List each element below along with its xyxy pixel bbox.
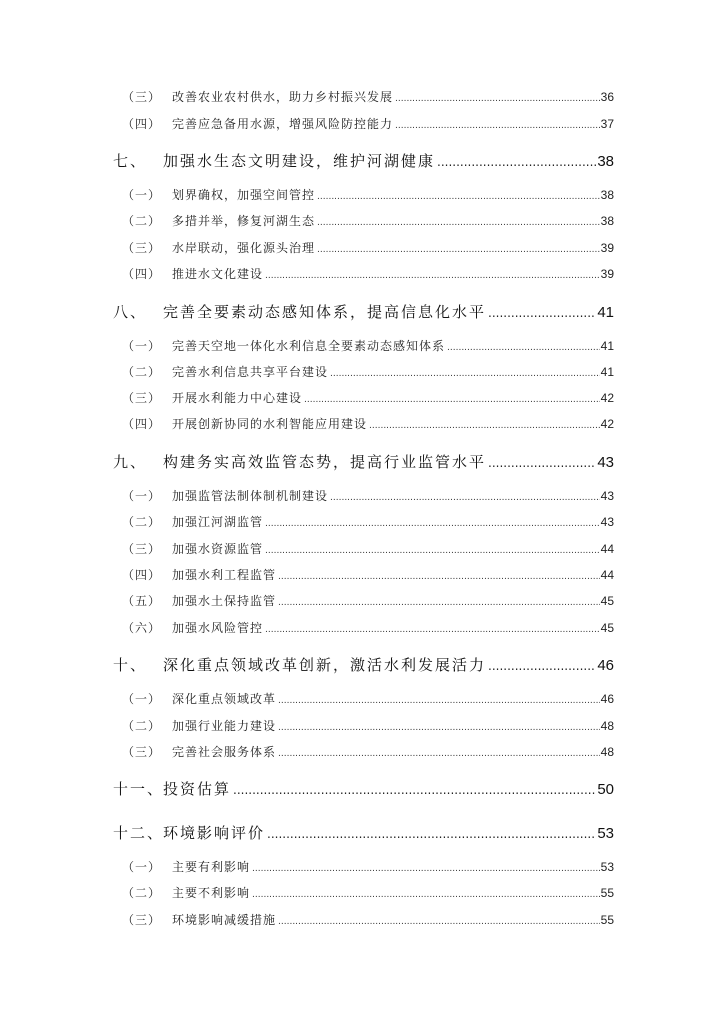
toc-entry-number: 十二、	[113, 824, 165, 842]
toc-entry-title: 改善农业农村供水，助力乡村振兴发展	[172, 90, 394, 104]
toc-section-entry[interactable]	[116, 717, 614, 734]
toc-section-entry[interactable]	[116, 415, 614, 432]
toc-entry-page-number: 53	[600, 860, 614, 874]
toc-entry-title: 开展水利能力中心建设	[172, 391, 303, 405]
toc-entry-title: 完善应急备用水源，增强风险防控能力	[172, 117, 394, 131]
toc-entry-title: 加强行业能力建设	[172, 719, 277, 733]
toc-entry-title: 主要不利影响	[172, 886, 251, 900]
toc-entry-number: （三）	[122, 90, 162, 104]
toc-entry-page-number: 48	[600, 719, 614, 733]
toc-entry-number: （一）	[122, 489, 162, 503]
toc-entry-number: （二）	[122, 515, 162, 529]
toc-entry-page-number: 44	[600, 568, 614, 582]
toc-entry-number: 八、	[113, 303, 148, 321]
toc-entry-title: 投资估算	[163, 780, 232, 798]
toc-section-entry[interactable]	[116, 363, 614, 380]
toc-entry-title: 多措并举，修复河湖生态	[172, 214, 316, 228]
toc-dot-leader	[278, 749, 600, 759]
toc-entry-title: 构建务实高效监管态势，提高行业监管水平	[163, 453, 487, 471]
toc-dot-leader	[304, 395, 600, 405]
toc-dot-leader	[317, 245, 600, 255]
toc-entry-page-number: 46	[600, 692, 614, 706]
toc-entry-page-number: 39	[600, 241, 614, 255]
toc-entry-title: 推进水文化建设	[172, 267, 264, 281]
toc-entry-page-number: 45	[600, 621, 614, 635]
toc-dot-leader	[395, 94, 600, 104]
toc-section-entry[interactable]	[116, 690, 614, 707]
toc-entry-title: 完善社会服务体系	[172, 745, 277, 759]
toc-dot-leader	[265, 625, 600, 635]
toc-entry-page-number: 53	[597, 825, 614, 842]
toc-section-entry[interactable]	[116, 858, 614, 875]
toc-entry-title: 加强江河湖监管	[172, 515, 264, 529]
toc-entry-number: （四）	[122, 267, 162, 281]
toc-entry-title: 完善天空地一体化水利信息全要素动态感知体系	[172, 339, 446, 353]
toc-section-entry[interactable]	[116, 884, 614, 901]
toc-entry-page-number: 46	[597, 657, 614, 674]
toc-entry-title: 加强水生态文明建设，维护河湖健康	[163, 152, 436, 170]
toc-entry-number: 十一、	[113, 780, 165, 798]
toc-section-entry[interactable]	[116, 239, 614, 256]
toc-section-entry[interactable]	[116, 566, 614, 583]
toc-dot-leader	[278, 572, 600, 582]
toc-entry-number: （四）	[122, 568, 162, 582]
toc-section-entry[interactable]	[116, 212, 614, 229]
toc-entry-number: （一）	[122, 188, 162, 202]
toc-entry-page-number: 55	[600, 886, 614, 900]
toc-dot-leader	[265, 271, 600, 281]
toc-dot-leader	[278, 696, 600, 706]
toc-entry-number: （二）	[122, 886, 162, 900]
toc-entry-number: （一）	[122, 860, 162, 874]
toc-entry-page-number: 41	[600, 339, 614, 353]
toc-chapter-entry[interactable]	[113, 150, 614, 171]
toc-entry-number: （三）	[122, 542, 162, 556]
toc-entry-page-number: 50	[597, 781, 614, 798]
toc-entry-number: （六）	[122, 621, 162, 635]
toc-entry-page-number: 41	[597, 304, 614, 321]
toc-section-entry[interactable]	[116, 513, 614, 530]
toc-dot-leader	[317, 218, 600, 228]
toc-dot-leader	[395, 121, 600, 131]
toc-entry-page-number: 43	[600, 515, 614, 529]
toc-entry-number: （二）	[122, 365, 162, 379]
toc-entry-number: （三）	[122, 913, 162, 927]
toc-entry-page-number: 44	[600, 542, 614, 556]
toc-dot-leader	[265, 546, 600, 556]
toc-entry-page-number: 38	[600, 188, 614, 202]
toc-entry-title: 水岸联动，强化源头治理	[172, 241, 316, 255]
toc-dot-leader	[252, 864, 600, 874]
toc-dot-leader	[252, 890, 600, 900]
toc-entry-page-number: 55	[600, 913, 614, 927]
toc-entry-number: （一）	[122, 692, 162, 706]
toc-entry-page-number: 36	[600, 90, 614, 104]
toc-entry-title: 加强水风险管控	[172, 621, 264, 635]
toc-section-entry[interactable]	[116, 619, 614, 636]
toc-entry-title: 主要有利影响	[172, 860, 251, 874]
toc-dot-leader	[488, 659, 596, 673]
toc-chapter-entry[interactable]	[113, 822, 614, 843]
toc-entry-title: 环境影响减缓措施	[172, 913, 277, 927]
toc-entry-title: 完善水利信息共享平台建设	[172, 365, 329, 379]
toc-section-entry[interactable]	[116, 88, 614, 105]
toc-entry-number: （一）	[122, 339, 162, 353]
toc-section-entry[interactable]	[116, 115, 614, 132]
toc-section-entry[interactable]	[116, 186, 614, 203]
toc-entry-title: 加强监管法制体制机制建设	[172, 489, 329, 503]
toc-entry-number: （三）	[122, 241, 162, 255]
toc-dot-leader	[330, 493, 600, 503]
toc-entry-number: （四）	[122, 417, 162, 431]
toc-dot-leader	[278, 598, 600, 608]
toc-entry-page-number: 41	[600, 365, 614, 379]
toc-entry-number: （四）	[122, 117, 162, 131]
toc-section-entry[interactable]	[116, 592, 614, 609]
toc-entry-page-number: 39	[600, 267, 614, 281]
toc-entry-number: （三）	[122, 391, 162, 405]
toc-chapter-entry[interactable]	[113, 778, 614, 799]
toc-entry-title: 开展创新协同的水利智能应用建设	[172, 417, 368, 431]
toc-dot-leader	[278, 723, 600, 733]
toc-entry-title: 加强水利工程监管	[172, 568, 277, 582]
toc-entry-page-number: 42	[600, 391, 614, 405]
toc-dot-leader	[278, 917, 600, 927]
toc-chapter-entry[interactable]	[113, 451, 614, 472]
toc-entry-number: （五）	[122, 594, 162, 608]
toc-entry-page-number: 37	[600, 117, 614, 131]
toc-dot-leader	[317, 192, 600, 202]
toc-section-entry[interactable]	[116, 389, 614, 406]
toc-entry-page-number: 45	[600, 594, 614, 608]
toc-dot-leader	[265, 519, 600, 529]
toc-entry-title: 环境影响评价	[163, 824, 266, 842]
toc-entry-title: 加强水资源监管	[172, 542, 264, 556]
toc-entry-page-number: 38	[600, 214, 614, 228]
toc-entry-number: （二）	[122, 214, 162, 228]
toc-chapter-entry[interactable]	[113, 301, 614, 322]
toc-dot-leader	[488, 456, 596, 470]
toc-entry-number: 七、	[113, 152, 148, 170]
toc-section-entry[interactable]	[116, 265, 614, 282]
toc-entry-page-number: 42	[600, 417, 614, 431]
toc-chapter-entry[interactable]	[113, 654, 614, 675]
toc-section-entry[interactable]	[116, 743, 614, 760]
toc-dot-leader	[369, 421, 600, 431]
toc-entry-number: （三）	[122, 745, 162, 759]
toc-entry-title: 划界确权，加强空间管控	[172, 188, 316, 202]
toc-entry-number: 十、	[113, 656, 148, 674]
toc-dot-leader	[330, 369, 600, 379]
toc-dot-leader	[488, 306, 596, 320]
toc-section-entry[interactable]	[116, 337, 614, 354]
toc-entry-title: 完善全要素动态感知体系，提高信息化水平	[163, 303, 487, 321]
toc-dot-leader	[267, 827, 596, 841]
toc-dot-leader	[447, 343, 600, 353]
toc-section-entry[interactable]	[116, 911, 614, 928]
toc-dot-leader	[233, 783, 596, 797]
toc-entry-title: 深化重点领域改革创新，激活水利发展活力	[163, 656, 487, 674]
toc-entry-number: （二）	[122, 719, 162, 733]
toc-entry-number: 九、	[113, 453, 148, 471]
toc-entry-title: 加强水土保持监管	[172, 594, 277, 608]
toc-entry-page-number: 43	[597, 454, 614, 471]
toc-section-entry[interactable]	[116, 487, 614, 504]
toc-dot-leader	[437, 155, 596, 169]
toc-entry-page-number: 38	[597, 153, 614, 170]
toc-entry-page-number: 48	[600, 745, 614, 759]
toc-section-entry[interactable]	[116, 540, 614, 557]
toc-entry-page-number: 43	[600, 489, 614, 503]
toc-entry-title: 深化重点领域改革	[172, 692, 277, 706]
